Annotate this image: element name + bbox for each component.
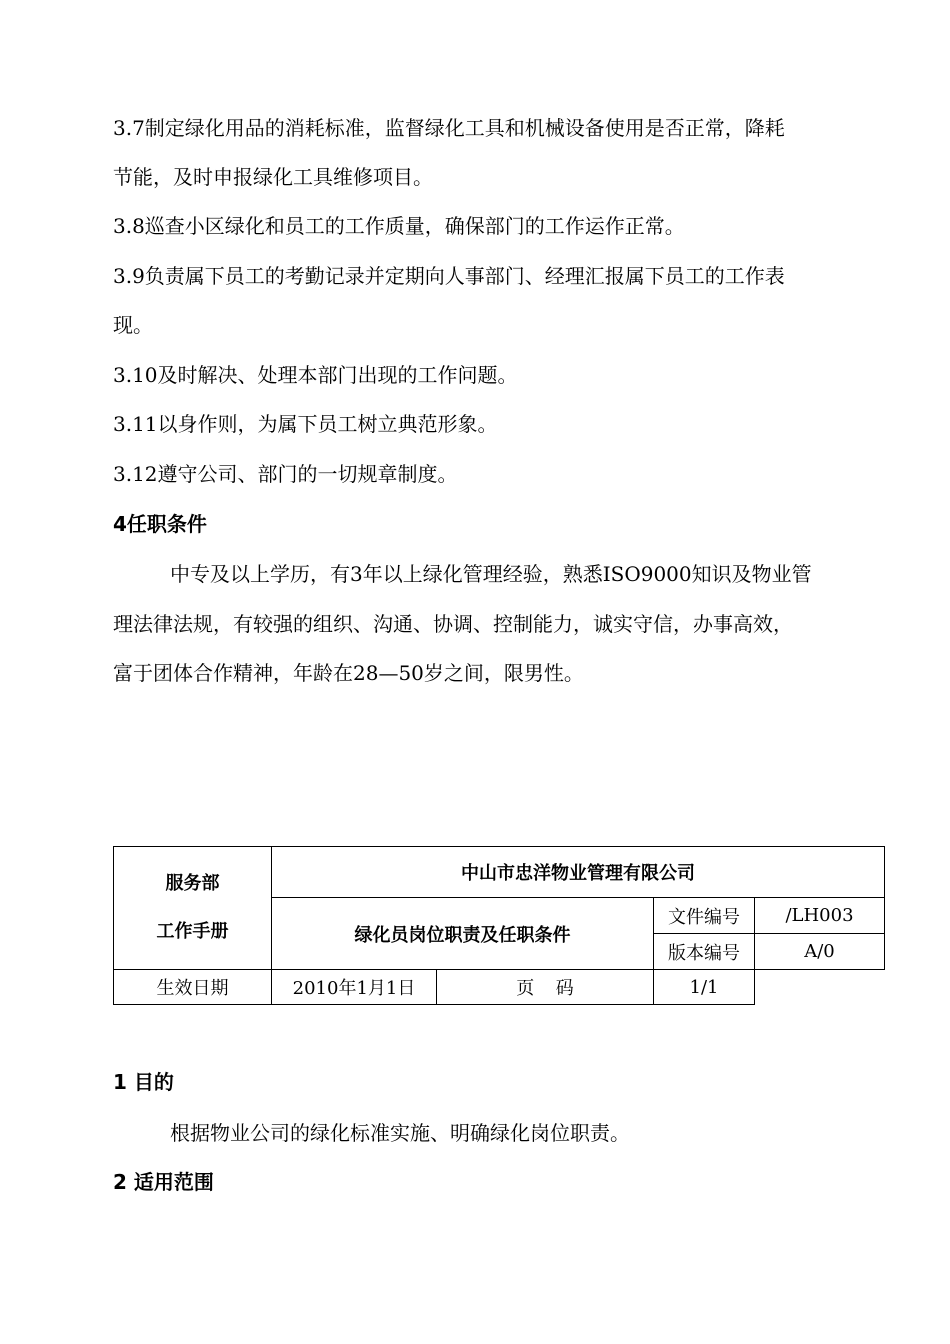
duty-3-11: 3.11以身作则，为属下员工树立典范形象。 (113, 412, 498, 436)
file-number-label: 文件编号 (654, 898, 755, 934)
version-value: A/0 (755, 934, 885, 970)
section-1-text: 根据物业公司的绿化标准实施、明确绿化岗位职责。 (170, 1121, 630, 1145)
department-cell (114, 847, 272, 970)
duty-3-12: 3.12遵守公司、部门的一切规章制度。 (113, 462, 458, 486)
duty-3-9-line2: 现。 (113, 313, 153, 337)
duty-3-10: 3.10及时解决、处理本部门出现的工作问题。 (113, 363, 518, 387)
effective-date-value: 2010年1月1日 (272, 970, 437, 1005)
section-1-heading: 1 目的 (113, 1070, 174, 1094)
section-4-line1: 中专及以上学历，有3年以上绿化管理经验，熟悉ISO9000知识及物业管 (170, 562, 812, 586)
duty-3-9-line1: 3.9负责属下员工的考勤记录并定期向人事部门、经理汇报属下员工的工作表 (113, 264, 785, 288)
page-number-label: 页码 (437, 970, 654, 1005)
duty-3-8: 3.8巡查小区绿化和员工的工作质量，确保部门的工作运作正常。 (113, 214, 685, 238)
effective-date-label: 生效日期 (114, 970, 272, 1005)
document-header-table (113, 846, 885, 1005)
section-2-heading: 2 适用范围 (113, 1170, 214, 1194)
manual-name: 工作手册 (156, 921, 229, 942)
version-label: 版本编号 (654, 934, 755, 970)
file-number-value: /LH003 (755, 898, 885, 934)
section-4-heading: 4任职条件 (113, 512, 207, 536)
section-4-line3: 富于团体合作精神，年龄在28—50岁之间，限男性。 (113, 661, 584, 685)
duty-3-7-line2: 节能，及时申报绿化工具维修项目。 (113, 165, 433, 189)
document-title: 绿化员岗位职责及任职条件 (272, 898, 654, 970)
duty-3-7-line1: 3.7制定绿化用品的消耗标准，监督绿化工具和机械设备使用是否正常，降耗 (113, 116, 785, 140)
department-name: 服务部 (165, 873, 220, 894)
page-number-value: 1/1 (654, 970, 755, 1005)
section-4-line2: 理法律法规，有较强的组织、沟通、协调、控制能力，诚实守信，办事高效， (113, 612, 793, 636)
company-name: 中山市忠洋物业管理有限公司 (272, 847, 885, 898)
